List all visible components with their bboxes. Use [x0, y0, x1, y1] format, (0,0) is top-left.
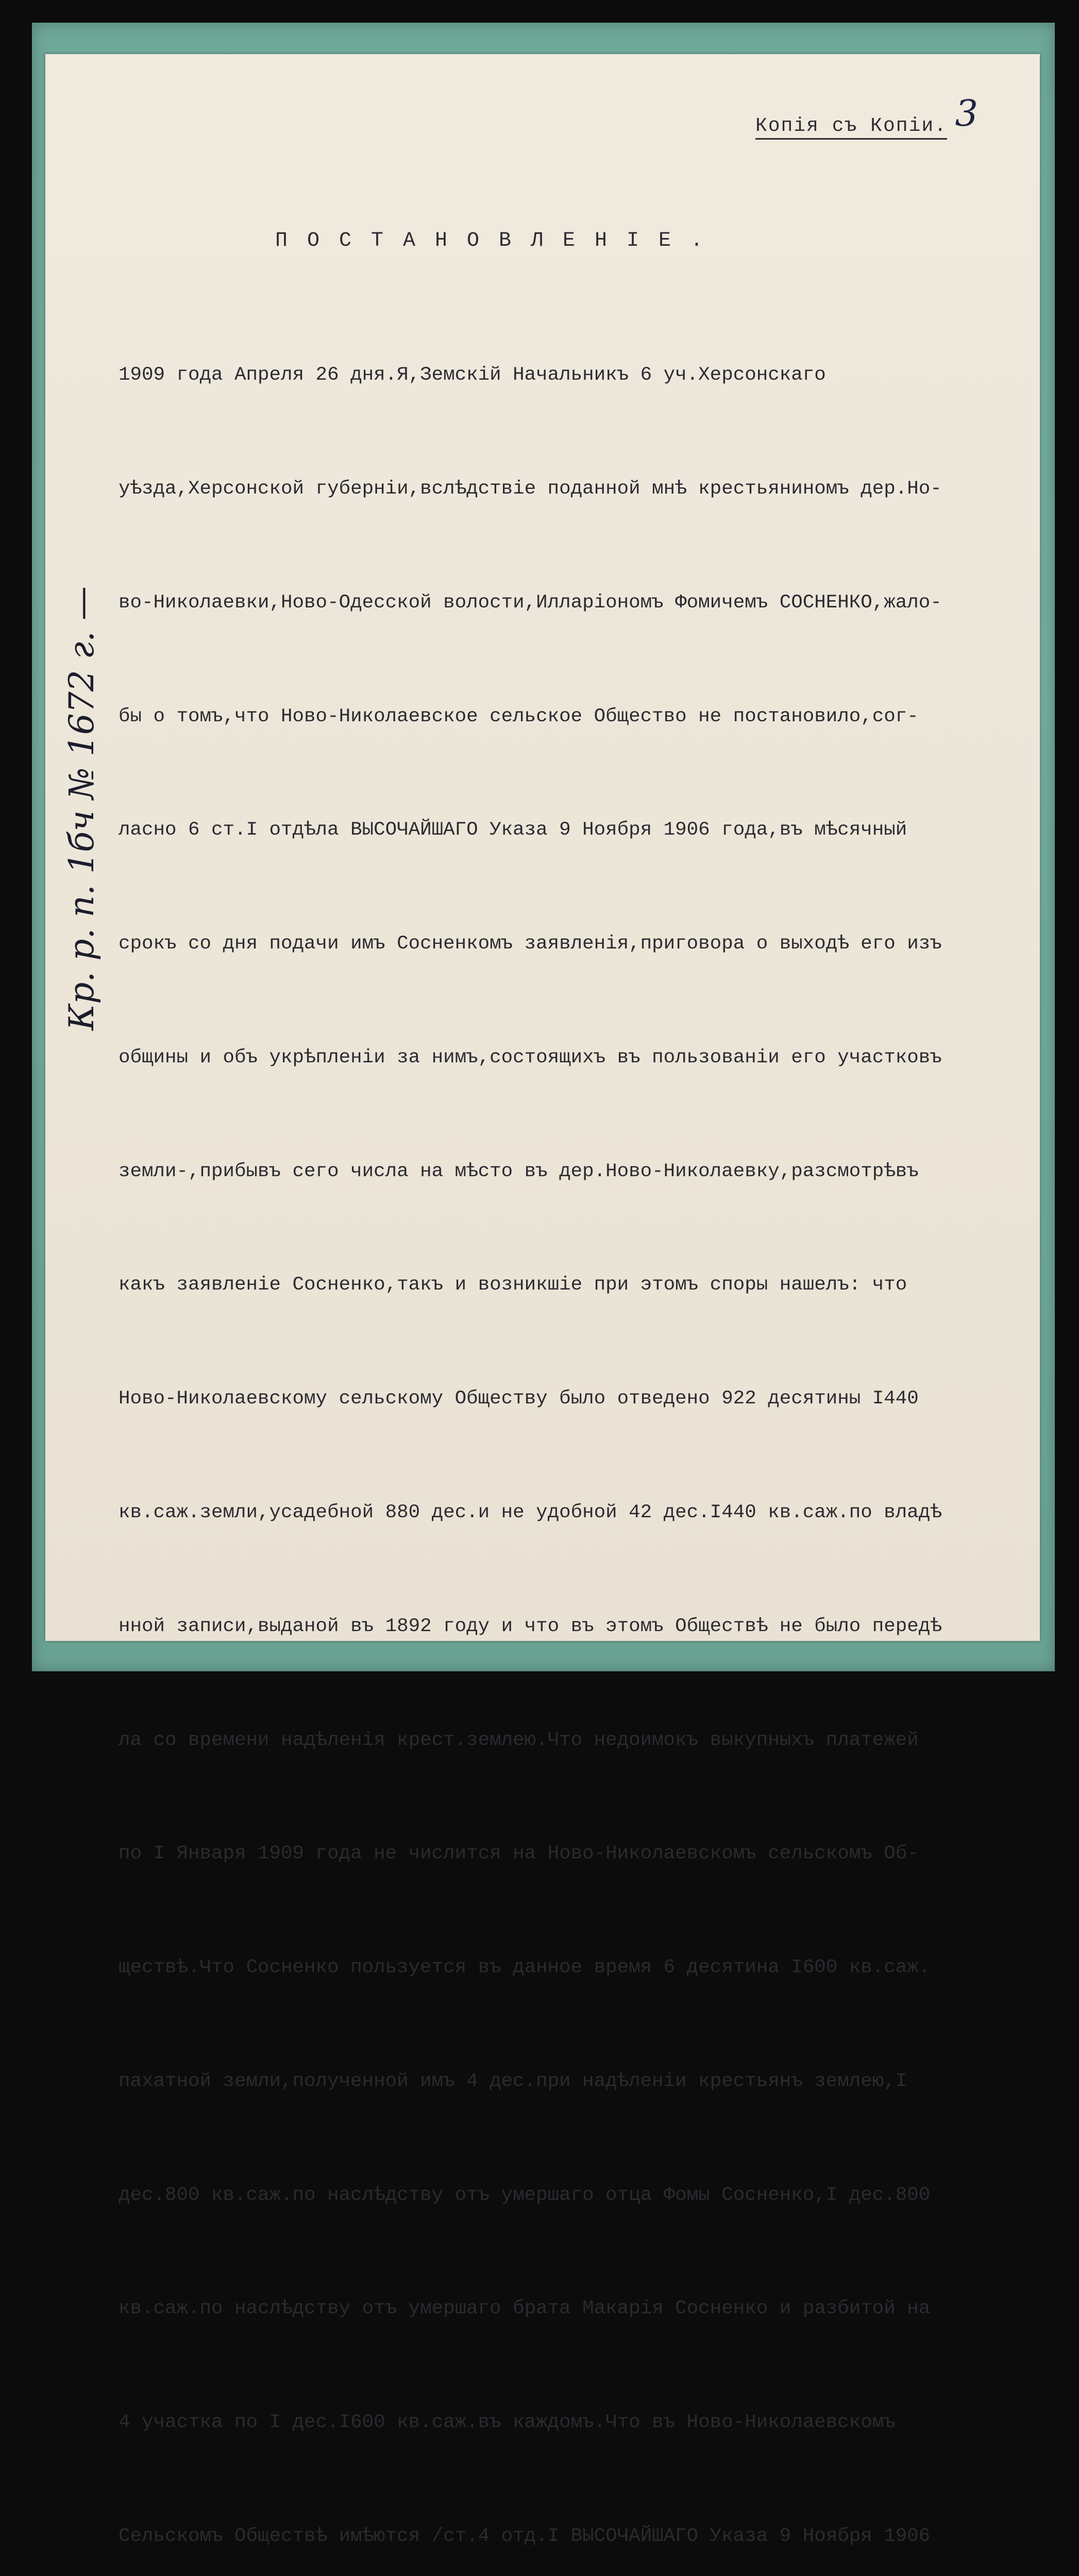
document-page [45, 54, 1040, 2548]
page-number: 3 [955, 92, 978, 134]
body-line: кв.саж.по наслѣдству отъ умершаго брата Макарія Сосненко и разбитой на [119, 2298, 931, 2320]
body-line: какъ заявленіе Сосненко,такъ и возникшіе при этомъ споры нашелъ: что [119, 1274, 907, 1296]
body-line: 4 участка по I дес.I600 кв.саж.въ каждомъ.Что въ Ново-Николаевскомъ [119, 2412, 896, 2434]
body-line: земли-,прибывъ сего числа на мѣсто въ дер.Ново-Николаевку,разсмотрѣвъ [119, 1160, 919, 1182]
body-line: Сельскомъ Обществѣ имѣются /ст.4 отд.I ВЫСОЧАЙШАГО Указа 9 Ноября 1906 [119, 2526, 931, 2548]
copy-header: Копія съ Копіи. [755, 115, 947, 140]
body-line: бы о томъ,что Ново-Николаевское сельское Общество не постановило,сог- [119, 705, 919, 727]
body-line: ла со времени надѣленія крест.землею.Что недоимокъ выкупныхъ платежей [119, 1729, 919, 1751]
document-body [119, 281, 1025, 2576]
body-line: ществѣ.Что Сосненко пользуется въ данное время 6 десятина I600 кв.саж. [119, 1957, 931, 1979]
body-line: общины и объ укрѣпленіи за нимъ,состоящихъ въ пользованіи его участковъ [119, 1046, 942, 1069]
body-line: пахатной земли,полученной имъ 4 дес.при надѣленіи крестьянъ землею,I [119, 2070, 907, 2092]
handwritten-margin-note: Кр. р. п. 1бч № 1672 г. — [62, 586, 102, 1030]
document-title: ПОСТАНОВЛЕНІЕ. [275, 229, 723, 252]
body-line: дес.800 кв.саж.по наслѣдству отъ умершаго отца Фомы Сосненко,I дес.800 [119, 2184, 931, 2206]
body-line: по I Января 1909 года не числится на Ново-Николаевскомъ сельскомъ Об- [119, 1843, 919, 1865]
body-line: кв.саж.земли,усадебной 880 дес.и не удобной 42 дес.I440 кв.саж.по владѣ [119, 1502, 942, 1523]
body-line: срокъ со дня подачи имъ Сосненкомъ заявленія,приговора о выходѣ его изъ [119, 933, 942, 955]
body-line: Ново-Николаевскому сельскому Обществу было отведено 922 десятины I440 [119, 1388, 919, 1410]
body-line: ласно 6 ст.I отдѣла ВЫСОЧАЙШАГО Указа 9 Ноября 1906 года,въ мѣсячный [119, 819, 907, 841]
body-line: во-Николаевки,Ново-Одесской волости,Илларіономъ Фомичемъ СОСНЕНКО,жало- [119, 591, 942, 614]
body-line: 1909 года Апреля 26 дня.Я,Земскій Начальникъ 6 уч.Херсонскаго [119, 364, 826, 386]
body-line: уѣзда,Херсонской губерніи,вслѣдствіе поданной мнѣ крестьяниномъ дер.Но- [119, 478, 942, 500]
body-line: нной записи,выданой въ 1892 году и что въ этомъ Обществѣ не было передѣ [119, 1615, 942, 1637]
